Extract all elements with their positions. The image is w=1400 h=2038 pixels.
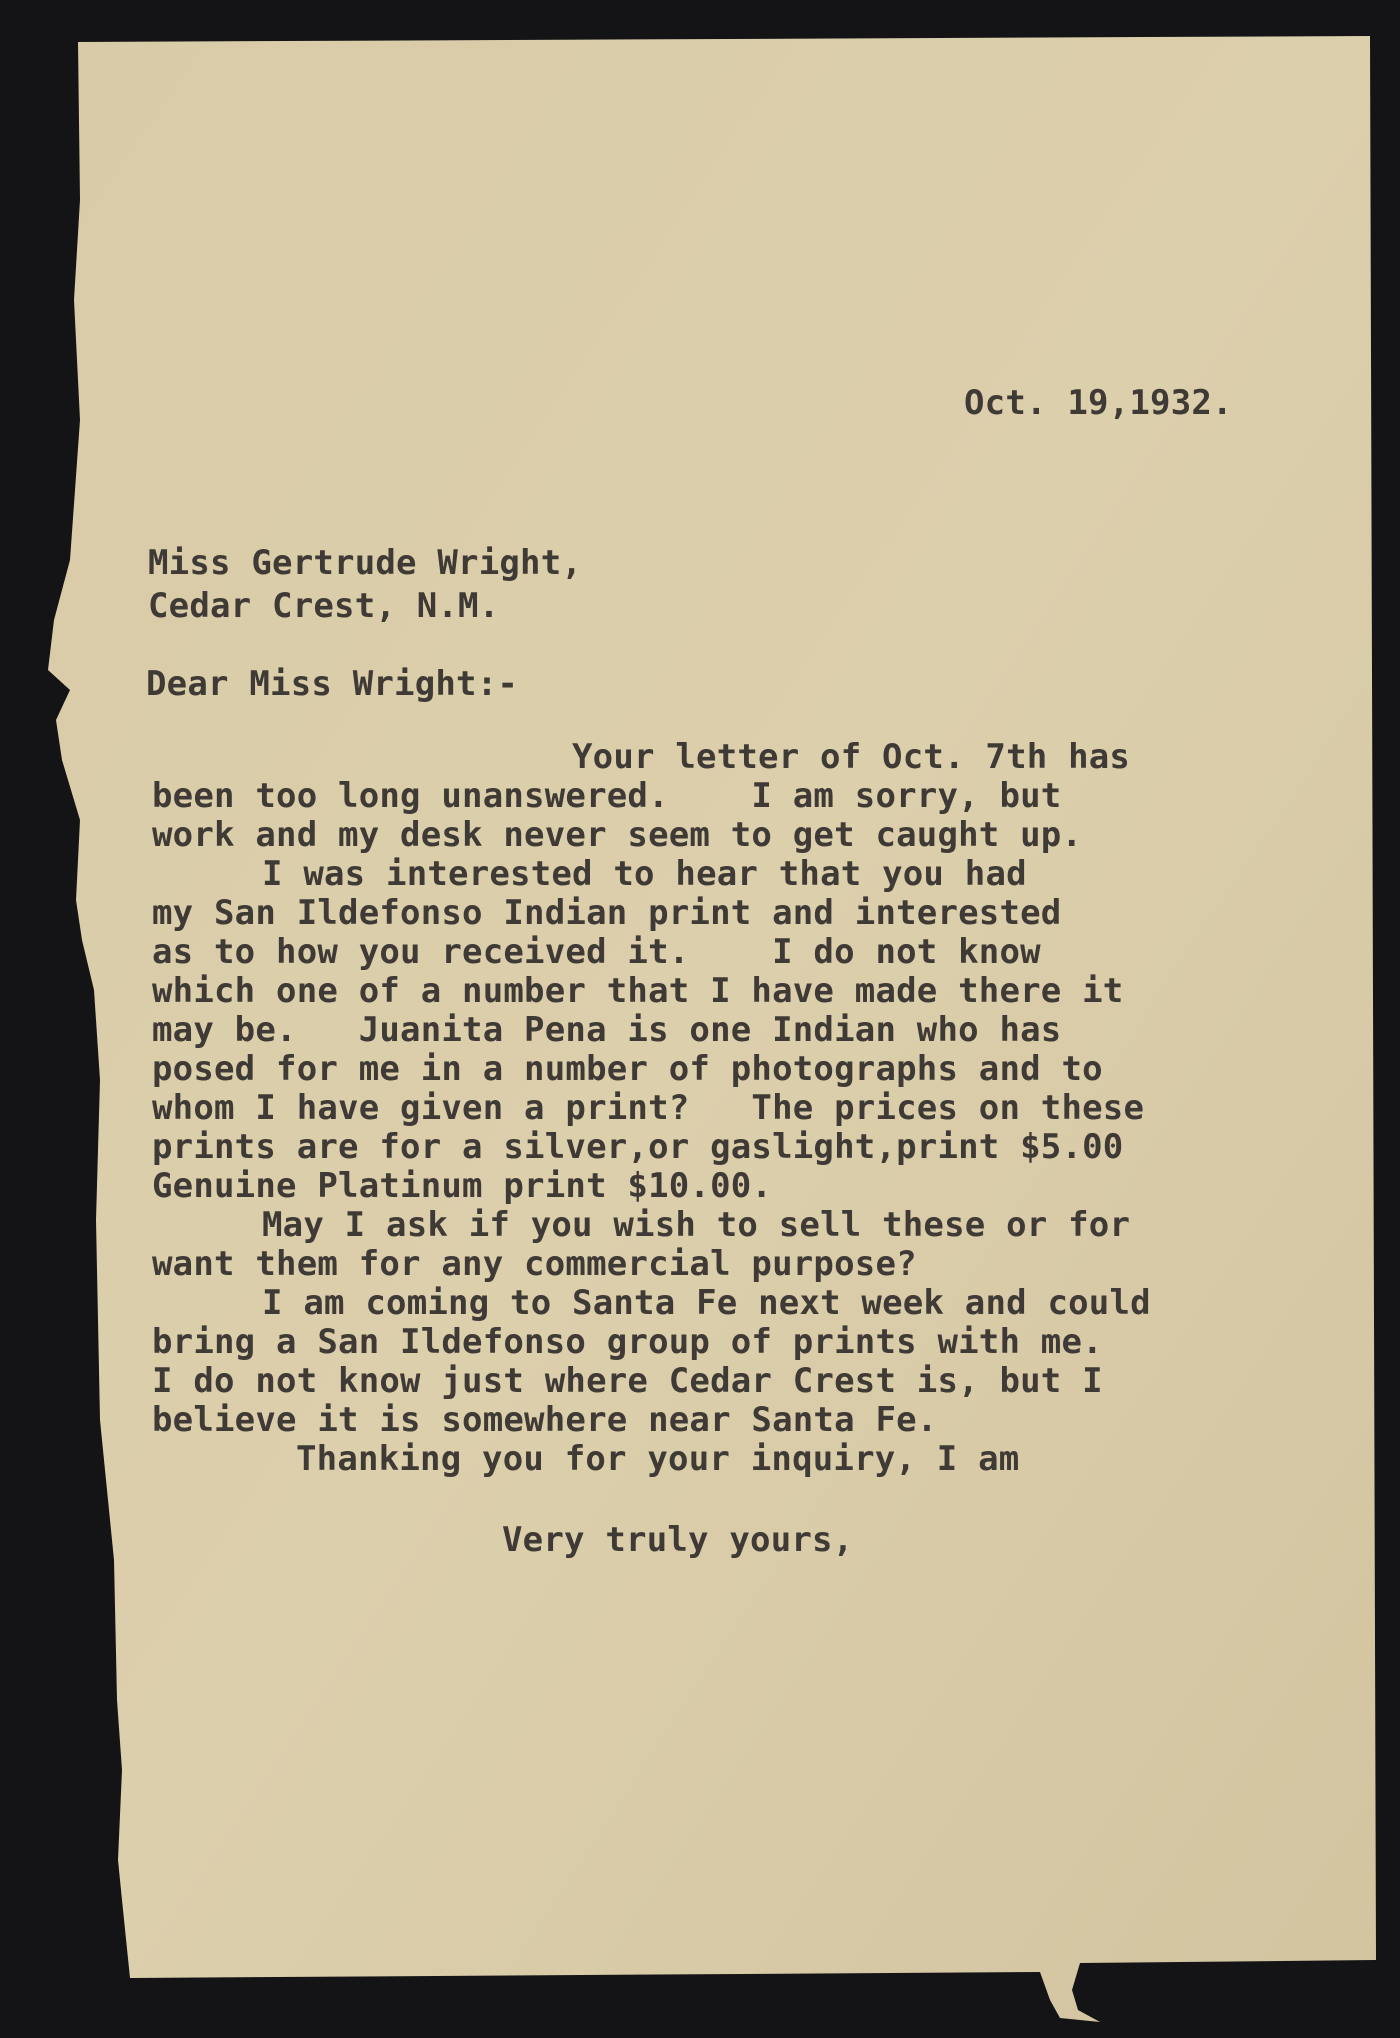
body-line: bring a San Ildefonso group of prints with me. <box>152 1322 1103 1362</box>
body-line: want them for any commercial purpose? <box>152 1244 917 1284</box>
body-line: Thanking you for your inquiry, I am <box>296 1439 1020 1479</box>
body-line: I do not know just where Cedar Crest is, but I <box>152 1361 1103 1401</box>
body-line: as to how you received it. I do not know <box>152 932 1041 972</box>
body-line: I am coming to Santa Fe next week and could <box>262 1283 1151 1323</box>
body-line: believe it is somewhere near Santa Fe. <box>152 1400 938 1440</box>
body-line: May I ask if you wish to sell these or for <box>262 1205 1131 1245</box>
body-line: I was interested to hear that you had <box>262 854 1027 894</box>
body-line: Your letter of Oct. 7th has <box>572 737 1131 777</box>
letter-date: Oct. 19,1932. <box>964 383 1233 423</box>
recipient-location: Cedar Crest, N.M. <box>148 586 500 626</box>
closing: Very truly yours, <box>502 1520 854 1560</box>
body-line: been too long unanswered. I am sorry, but <box>152 776 1062 816</box>
body-line: posed for me in a number of photographs and to <box>152 1049 1103 1089</box>
salutation: Dear Miss Wright:- <box>146 664 519 704</box>
body-line: Genuine Platinum print $10.00. <box>152 1166 773 1206</box>
body-line: which one of a number that I have made there it <box>152 971 1124 1011</box>
body-line: may be. Juanita Pena is one Indian who has <box>152 1010 1062 1050</box>
recipient-name: Miss Gertrude Wright, <box>148 543 583 583</box>
body-line: work and my desk never seem to get caught up. <box>152 815 1083 855</box>
body-line: prints are for a silver,or gaslight,print $5.00 <box>152 1127 1124 1167</box>
body-line: whom I have given a print? The prices on these <box>152 1088 1145 1128</box>
body-line: my San Ildefonso Indian print and interested <box>152 893 1062 933</box>
